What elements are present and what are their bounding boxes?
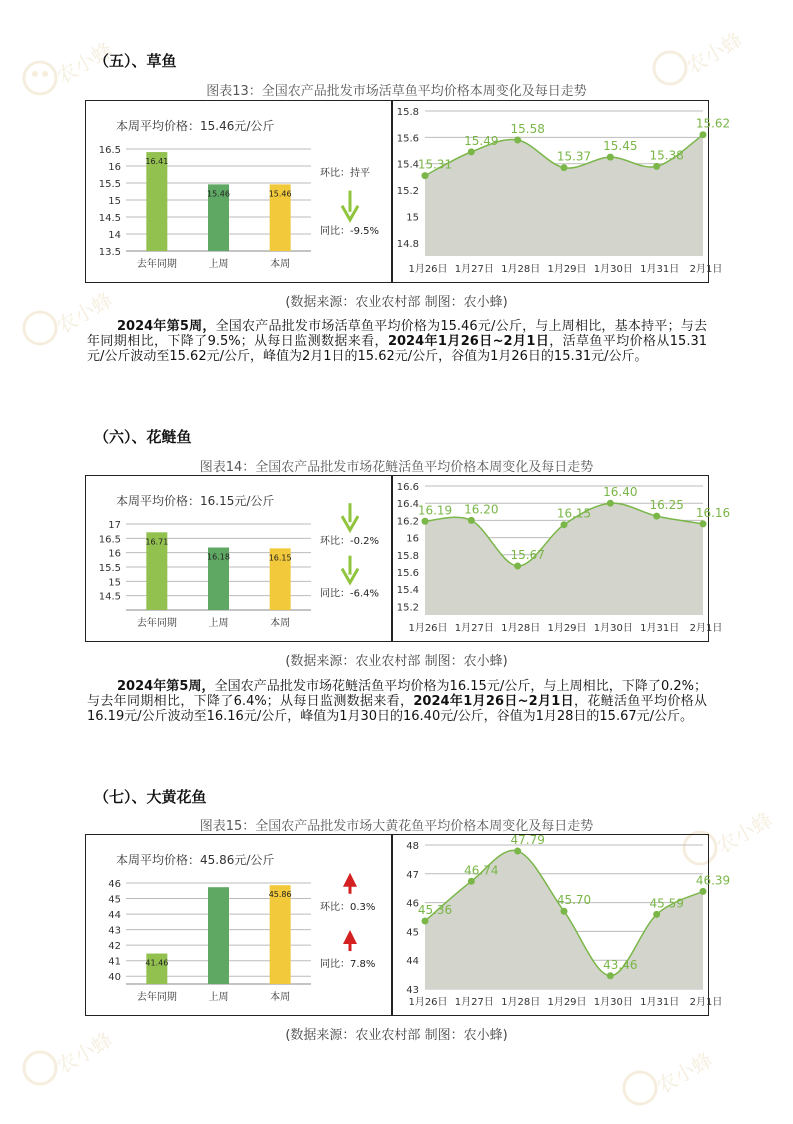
data-label: 15.49 — [464, 133, 499, 148]
svg-text:农小蜂: 农小蜂 — [52, 37, 117, 89]
y-tick-label: 16.6 — [396, 482, 419, 493]
y-tick-label: 48 — [406, 841, 419, 852]
data-label: 43.46 — [603, 957, 638, 972]
svg-text:农小蜂: 农小蜂 — [52, 1027, 117, 1079]
bar — [270, 885, 291, 984]
x-tick-label: 1月27日 — [454, 264, 494, 275]
y-tick-label: 42 — [108, 941, 121, 953]
data-point — [422, 918, 429, 925]
section-heading: （六）、花鲢鱼 — [94, 428, 192, 446]
data-label: 16.40 — [603, 485, 638, 500]
chart-title: 图表13：全国农产品批发市场活草鱼平均价格本周变化及每日走势 — [206, 84, 587, 99]
x-tick-label: 上周 — [208, 992, 229, 1003]
bar — [146, 152, 167, 251]
source-note: (数据来源：农业农村部 制图：农小蜂) — [285, 654, 508, 669]
section-heading: （七）、大黄花鱼 — [94, 788, 207, 806]
bar-chart-title: 本周平均价格：16.15元/公斤 — [116, 494, 275, 508]
data-label: 16.16 — [695, 505, 731, 520]
arrow-up-icon — [343, 873, 357, 887]
change-indicator-label: 环比：0.3% — [320, 901, 376, 913]
x-tick-label: 1月28日 — [501, 623, 541, 634]
watermark-6 — [620, 1047, 740, 1124]
arrow-up-icon — [343, 930, 357, 944]
y-tick-label: 15.2 — [396, 186, 419, 198]
svg-text:农小蜂: 农小蜂 — [712, 807, 777, 859]
para-bold: 2024年1月26日~2月1日 — [387, 334, 550, 349]
y-tick-label: 44 — [406, 956, 419, 968]
change-indicator-label: 环比：-0.2% — [320, 536, 380, 548]
y-tick-label: 14 — [108, 230, 121, 241]
para-text: 全国农产品批发市场花鲢活鱼平均价格为16.15元/公斤，与上周相比，下降了0.2%；与去年同期相比，下降了6.4%；从每日监测数据来看， — [87, 679, 707, 709]
y-tick-label: 16.2 — [396, 516, 419, 528]
bar-value-label: 16.15 — [268, 553, 292, 563]
y-tick-label: 16 — [108, 548, 121, 560]
y-tick-label: 15.5 — [98, 563, 121, 574]
data-point — [561, 908, 568, 915]
source-note: (数据来源：农业农村部 制图：农小蜂) — [285, 295, 508, 310]
x-tick-label: 本周 — [270, 992, 291, 1003]
data-label: 46.39 — [695, 873, 731, 888]
x-tick-label: 本周 — [270, 259, 291, 270]
bar-chart-title: 本周平均价格：15.46元/公斤 — [116, 119, 275, 133]
data-label: 15.37 — [556, 149, 592, 164]
data-label: 45.59 — [649, 896, 684, 911]
x-tick-label: 上周 — [208, 618, 229, 629]
y-tick-label: 15 — [108, 577, 121, 589]
data-point — [561, 164, 568, 171]
bar-value-label: 15.46 — [268, 189, 292, 199]
y-tick-label: 15.2 — [396, 602, 419, 614]
data-label: 16.20 — [464, 502, 499, 517]
x-tick-label: 1月30日 — [593, 264, 633, 275]
data-label: 15.58 — [510, 122, 545, 136]
x-tick-label: 1月26日 — [408, 997, 448, 1008]
y-tick-label: 15.6 — [396, 133, 419, 145]
chart-panel — [85, 100, 731, 283]
y-tick-label: 45 — [406, 927, 419, 939]
watermark-5 — [20, 1027, 140, 1104]
x-tick-label: 1月26日 — [408, 264, 448, 275]
para-text: ，活草鱼平均价格从15.31元/公斤波动至15.62元/公斤，峰值为2月1日的15.62元/公斤，谷值为1月26日的15.31元/公斤。 — [87, 334, 707, 364]
y-tick-label: 16.5 — [98, 145, 121, 156]
para-text: ，花鲢活鱼平均价格从16.19元/公斤波动至16.16元/公斤，峰值为1月30日的16.40元/公斤，谷值为1月28日的15.67元/公斤。 — [87, 694, 707, 724]
data-point — [422, 172, 429, 179]
y-tick-label: 16.5 — [98, 534, 121, 546]
y-tick-label: 43 — [406, 985, 419, 996]
y-tick-label: 13.5 — [98, 247, 121, 258]
y-tick-label: 46 — [406, 898, 419, 910]
x-tick-label: 1月29日 — [547, 997, 587, 1008]
y-tick-label: 15.8 — [396, 550, 419, 562]
bar-chart-title: 本周平均价格：45.86元/公斤 — [116, 853, 275, 867]
source-note: (数据来源：农业农村部 制图：农小蜂) — [285, 1028, 508, 1043]
data-label: 45.36 — [417, 903, 453, 918]
data-point — [700, 131, 707, 138]
y-tick-label: 15.5 — [98, 179, 121, 190]
y-tick-label: 16 — [108, 162, 121, 173]
chart-panel — [85, 475, 731, 642]
line-chart — [393, 101, 731, 281]
x-tick-label: 2月1日 — [689, 623, 723, 634]
svg-text:农小蜂: 农小蜂 — [652, 1047, 717, 1099]
change-indicator-label: 同比：-6.4% — [320, 588, 380, 600]
para-bold: 2024年第5周， — [117, 319, 216, 334]
y-tick-label: 14.5 — [98, 591, 121, 603]
data-label: 15.31 — [417, 157, 453, 172]
x-tick-label: 1月29日 — [547, 623, 587, 634]
data-point — [468, 517, 475, 524]
data-point — [468, 148, 475, 155]
y-tick-label: 16.4 — [396, 499, 419, 511]
change-indicator-label: 同比：7.8% — [320, 959, 376, 971]
section-heading: （五）、草鱼 — [94, 52, 177, 70]
para-bold: 2024年第5周， — [117, 679, 215, 694]
data-point — [700, 888, 707, 895]
data-point — [514, 137, 521, 144]
data-point — [514, 562, 521, 569]
x-tick-label: 1月30日 — [593, 623, 633, 634]
change-indicator-label: 环比：持平 — [320, 168, 370, 180]
x-tick-label: 1月27日 — [454, 997, 494, 1008]
y-tick-label: 40 — [108, 972, 121, 984]
bar-chart — [86, 476, 391, 640]
y-tick-label: 14.5 — [98, 213, 121, 224]
chart-title: 图表15：全国农产品批发市场大黄花鱼平均价格本周变化及每日走势 — [199, 819, 594, 834]
data-label: 45.70 — [556, 893, 592, 908]
line-chart — [393, 833, 731, 1014]
svg-text:农小蜂: 农小蜂 — [52, 287, 117, 339]
chart-title: 图表14：全国农产品批发市场花鲢活鱼平均价格本周变化及每日走势 — [199, 460, 594, 475]
bar-value-label: 16.18 — [207, 552, 230, 562]
data-label: 15.38 — [649, 148, 684, 163]
x-tick-label: 去年同期 — [136, 992, 177, 1003]
y-tick-label: 46 — [108, 879, 121, 890]
bar-chart — [86, 835, 391, 1014]
data-label: 15.67 — [510, 547, 545, 562]
x-tick-label: 2月1日 — [689, 264, 723, 275]
x-tick-label: 去年同期 — [136, 618, 177, 629]
bar-value-label: 45.86 — [268, 890, 292, 900]
data-label: 15.45 — [603, 139, 638, 154]
line-chart — [393, 476, 731, 640]
data-label: 15.62 — [695, 116, 731, 131]
y-tick-label: 16 — [406, 533, 419, 545]
bar — [208, 887, 229, 984]
x-tick-label: 1月31日 — [640, 264, 680, 275]
y-tick-label: 44 — [108, 910, 121, 922]
data-point — [607, 972, 614, 979]
y-tick-label: 45 — [108, 894, 121, 906]
data-point — [468, 878, 475, 885]
change-indicator-label: 同比：-9.5% — [320, 225, 380, 237]
bar-chart — [86, 101, 391, 281]
data-point — [422, 518, 429, 525]
y-tick-label: 15.4 — [396, 585, 419, 597]
bar-value-label: 16.41 — [145, 157, 169, 167]
x-tick-label: 1月28日 — [501, 997, 541, 1008]
data-label: 16.15 — [556, 506, 592, 521]
x-tick-label: 1月30日 — [593, 997, 633, 1008]
y-tick-label: 15.4 — [396, 159, 419, 171]
y-tick-label: 15.8 — [396, 107, 419, 118]
y-tick-label: 15.6 — [396, 568, 419, 579]
y-tick-label: 15 — [108, 196, 121, 207]
y-tick-label: 41 — [108, 956, 121, 968]
svg-text:农小蜂: 农小蜂 — [682, 27, 747, 79]
data-point — [514, 848, 521, 855]
data-label: 46.74 — [464, 863, 499, 878]
y-tick-label: 17 — [108, 520, 121, 531]
chart-panel — [85, 833, 731, 1016]
bar-value-label: 15.46 — [207, 189, 230, 199]
data-label: 16.19 — [417, 503, 453, 518]
x-tick-label: 1月26日 — [408, 623, 448, 634]
y-tick-label: 14.8 — [396, 238, 419, 250]
y-tick-label: 47 — [406, 869, 419, 881]
para-bold: 2024年1月26日~2月1日 — [413, 694, 574, 709]
data-point — [653, 911, 660, 918]
x-tick-label: 1月31日 — [640, 623, 680, 634]
x-tick-label: 1月31日 — [640, 997, 680, 1008]
data-point — [653, 513, 660, 520]
x-tick-label: 本周 — [270, 618, 291, 629]
data-label: 16.25 — [649, 498, 684, 513]
y-tick-label: 15 — [406, 212, 419, 224]
data-point — [607, 500, 614, 507]
data-point — [607, 154, 614, 161]
bar-value-label: 16.71 — [145, 537, 169, 547]
data-point — [561, 521, 568, 528]
bar-value-label: 41.46 — [145, 958, 169, 968]
x-tick-label: 1月27日 — [454, 623, 494, 634]
data-point — [653, 163, 660, 170]
x-tick-label: 去年同期 — [136, 259, 177, 270]
para-text: 全国农产品批发市场活草鱼平均价格为15.46元/公斤，与上周相比，基本持平；与去年同期相比，下降了9.5%；从每日监测数据来看， — [87, 319, 707, 349]
x-tick-label: 2月1日 — [689, 997, 723, 1008]
summary-paragraph — [87, 679, 707, 724]
x-tick-label: 上周 — [208, 259, 229, 270]
summary-paragraph — [87, 319, 707, 364]
y-tick-label: 43 — [108, 925, 121, 937]
data-label: 47.79 — [510, 833, 545, 848]
x-tick-label: 1月28日 — [501, 264, 541, 275]
x-tick-label: 1月29日 — [547, 264, 587, 275]
data-point — [700, 520, 707, 527]
